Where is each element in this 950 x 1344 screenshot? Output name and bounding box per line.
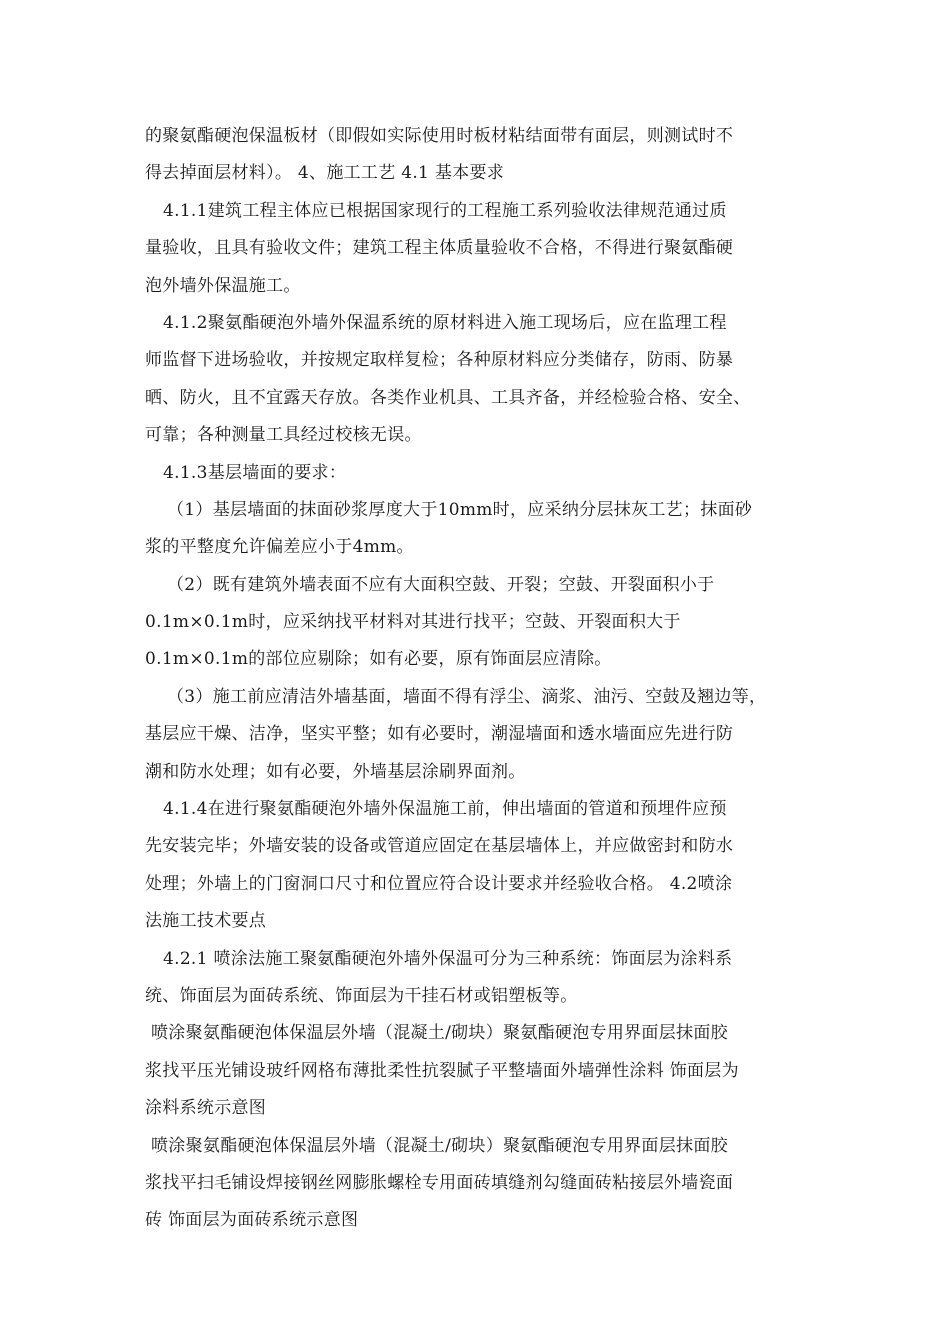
text-line: 量验收，且具有验收文件；建筑工程主体质量验收不合格，不得进行聚氨酯硬 — [145, 238, 734, 259]
text-line: 4.1.2聚氨酯硬泡外墙外保温系统的原材料进入施工现场后，应在监理工程 — [163, 312, 727, 333]
text-line: 喷涂聚氨酯硬泡体保温层外墙（混凝土/砌块）聚氨酯硬泡专用界面层抹面胶 — [151, 1023, 728, 1044]
text-line: 的聚氨酯硬泡保温板材（即假如实际使用时板材粘结面带有面层，则测试时不 — [145, 126, 734, 146]
text-line: 0.1m×0.1m时，应采纳找平材料对其进行找平；空鼓、开裂面积大于 — [145, 612, 681, 633]
text-line: 晒、防火，且不宜露天存放。各类作业机具、工具齐备，并经检验合格、安全、 — [145, 387, 751, 408]
text-line: （2）既有建筑外墙表面不应有大面积空鼓、开裂；空鼓、开裂面积小于 — [167, 574, 715, 595]
text-line: 统、饰面层为面砖系统、饰面层为干挂石材或铝塑板等。 — [145, 985, 578, 1006]
body-text — [145, 118, 825, 1240]
text-line: 浆找平压光铺设玻纤网格布薄批柔性抗裂腻子平整墙面外墙弹性涂料 饰面层为 — [145, 1060, 739, 1081]
text-line: 师监督下进场验收，并按规定取样复检；各种原材料应分类储存，防雨、防暴 — [145, 350, 734, 371]
text-line: （3）施工前应清洁外墙基面，墙面不得有浮尘、滴浆、油污、空鼓及翘边等， — [167, 686, 767, 707]
text-line: 涂料系统示意图 — [145, 1098, 267, 1119]
text-line: 可靠；各种测量工具经过校核无误。 — [145, 425, 422, 446]
text-line: 4.1.4在进行聚氨酯硬泡外墙外保温施工前，伸出墙面的管道和预埋件应预 — [163, 799, 727, 820]
text-line: 砖 饰面层为面砖系统示意图 — [145, 1210, 359, 1231]
text-line: 浆找平扫毛铺设焊接钢丝网膨胀螺栓专用面砖填缝剂勾缝面砖粘接层外墙瓷面 — [145, 1172, 734, 1193]
text-line: 法施工技术要点 — [145, 911, 267, 932]
text-line: 0.1m×0.1m的部位应剔除；如有必要，原有饰面层应清除。 — [145, 649, 612, 670]
text-line: 得去掉面层材料）。 4、施工工艺 4.1 基本要求 — [145, 163, 505, 184]
text-line: 4.1.3基层墙面的要求： — [163, 462, 347, 483]
text-line: 4.2.1 喷涂法施工聚氨酯硬泡外墙外保温可分为三种系统：饰面层为涂料系 — [163, 948, 733, 969]
text-line: 基层应干燥、洁净，坚实平整；如有必要时，潮湿墙面和透水墙面应先进行防 — [145, 724, 734, 745]
text-line: 喷涂聚氨酯硬泡体保温层外墙（混凝土/砌块）聚氨酯硬泡专用界面层抹面胶 — [151, 1135, 728, 1156]
text-line: 先安装完毕；外墙安装的设备或管道应固定在基层墙体上，并应做密封和防水 — [145, 836, 734, 857]
text-line: 潮和防水处理；如有必要，外墙基层涂刷界面剂。 — [145, 761, 526, 782]
text-line: （1）基层墙面的抹面砂浆厚度大于10mm时，应采纳分层抹灰工艺；抹面砂 — [167, 499, 753, 520]
text-line: 泡外墙外保温施工。 — [145, 275, 301, 296]
text-line: 处理；外墙上的门窗洞口尺寸和位置应符合设计要求并经验收合格。 4.2喷涂 — [145, 873, 733, 894]
text-line: 4.1.1建筑工程主体应已根据国家现行的工程施工系列验收法律规范通过质 — [163, 200, 727, 221]
text-line: 浆的平整度允许偏差应小于4mm。 — [145, 537, 414, 558]
